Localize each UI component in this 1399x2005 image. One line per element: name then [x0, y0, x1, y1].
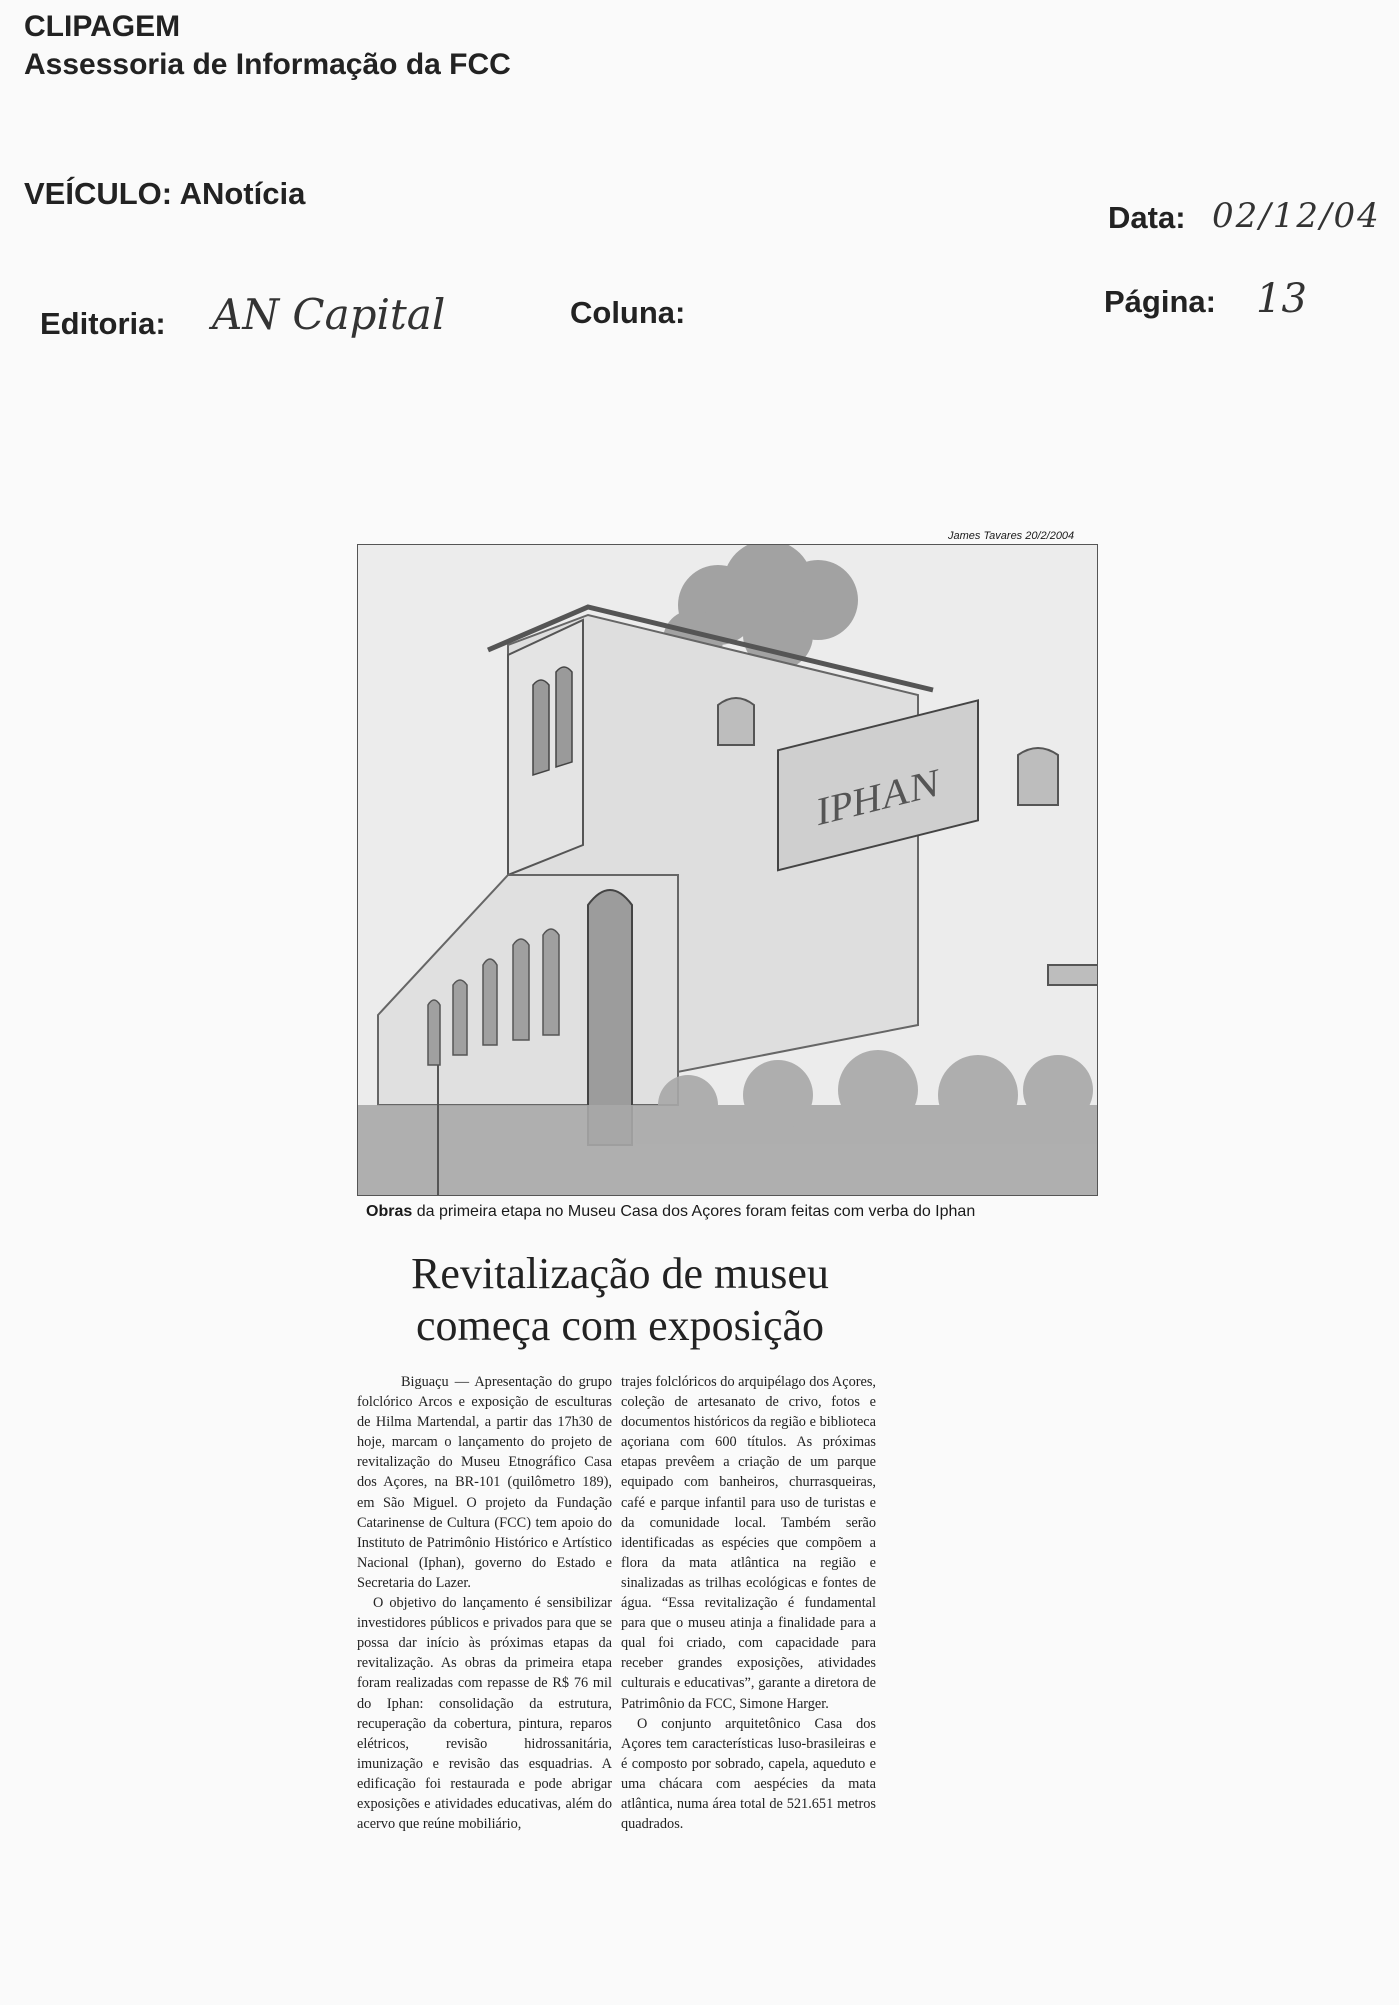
col2-paragraph-1: trajes folclóricos do arquipélago dos Açores, coleção de artesanato de crivo, fotos e documentos históricos da região e biblioteca açoriana com 600 títulos. As próximas etapas prevêem a criação de um parque equipado com banheiros, churrasqueiras, café e parque infantil para uso de turistas e da comunidade local. Também serão identificadas as espécies que compõem a flora da mata atlântica na região e sinalizadas as trilhas ecológicas e fontes de água. “Essa revitalização é fundamental para que o museu atinja a finalidade para a qual foi criado, com capacidade para receber grandes exposições, atividades culturais e educativas”, garante a diretora de Patrimônio da FCC, Simone Harger.	[621, 1374, 876, 1712]
data-value-handwritten: 02/12/04	[1212, 196, 1381, 236]
editoria-value-handwritten: AN Capital	[212, 290, 446, 339]
caption-bold: Obras	[366, 1203, 413, 1220]
coluna-label: Coluna:	[570, 295, 686, 330]
clipping-subtitle: Assessoria de Informação da FCC	[24, 48, 511, 81]
col2-paragraph-2: O conjunto arquitetônico Casa dos Açores tem características luso-brasileiras e é composto por sobrado, capela, aqueduto e uma chácara com aespécies da mata atlântica, numa área total de 521.651 metros quadrados.	[621, 1715, 876, 1833]
veiculo-label: VEÍCULO: ANotícia	[24, 176, 306, 211]
article-column-2	[621, 1372, 876, 1834]
caption-text: da primeira etapa no Museu Casa dos Açores foram feitas com verba do Iphan	[412, 1203, 976, 1220]
iphan-sign-text: IPHAN	[816, 759, 940, 835]
col1-paragraph-1: Biguaçu — Apresentação do grupo folclórico Arcos e exposição de esculturas de Hilma Martendal, a partir das 17h30 de hoje, marcam o lançamento do projeto de revitalização do Museu Etnográfico Casa dos Açores, na BR-101 (quilômetro 189), em São Miguel. O projeto da Fundação Catarinense de Cultura (FCC) tem apoio do Instituto de Patrimônio Histórico e Artístico Nacional (Iphan), governo do Estado e Secretaria do Lazer.	[357, 1374, 612, 1591]
photo-credit: James Tavares 20/2/2004	[948, 530, 1075, 542]
photo-caption	[366, 1203, 975, 1221]
pagina-label: Página:	[1104, 284, 1216, 319]
article-headline	[370, 1248, 870, 1352]
headline-line-1: Revitalização de museu	[411, 1249, 829, 1298]
pagina-value-handwritten: 13	[1256, 276, 1307, 322]
museum-building-illustration	[358, 545, 1097, 1195]
clipping-title: CLIPAGEM	[24, 10, 181, 43]
museum-photo	[357, 544, 1098, 1196]
editoria-label: Editoria:	[40, 306, 166, 341]
data-label: Data:	[1108, 200, 1186, 235]
col1-paragraph-2: O objetivo do lançamento é sensibilizar investidores públicos e privados para que se possa dar início às próximas etapas da revitalização. As obras da primeira etapa foram realizadas com repasse de R$ 76 mil do Iphan: consolidação da estrutura, recuperação da cobertura, pintura, reparos elétricos, revisão hidrossanitária, imunização e revisão das esquadrias. A edificação foi restaurada e pode abrigar exposições e atividades educativas, além do acervo que reúne mobiliário,	[357, 1595, 612, 1833]
article-column-1	[357, 1372, 612, 1834]
headline-line-2: começa com exposição	[415, 1301, 825, 1350]
